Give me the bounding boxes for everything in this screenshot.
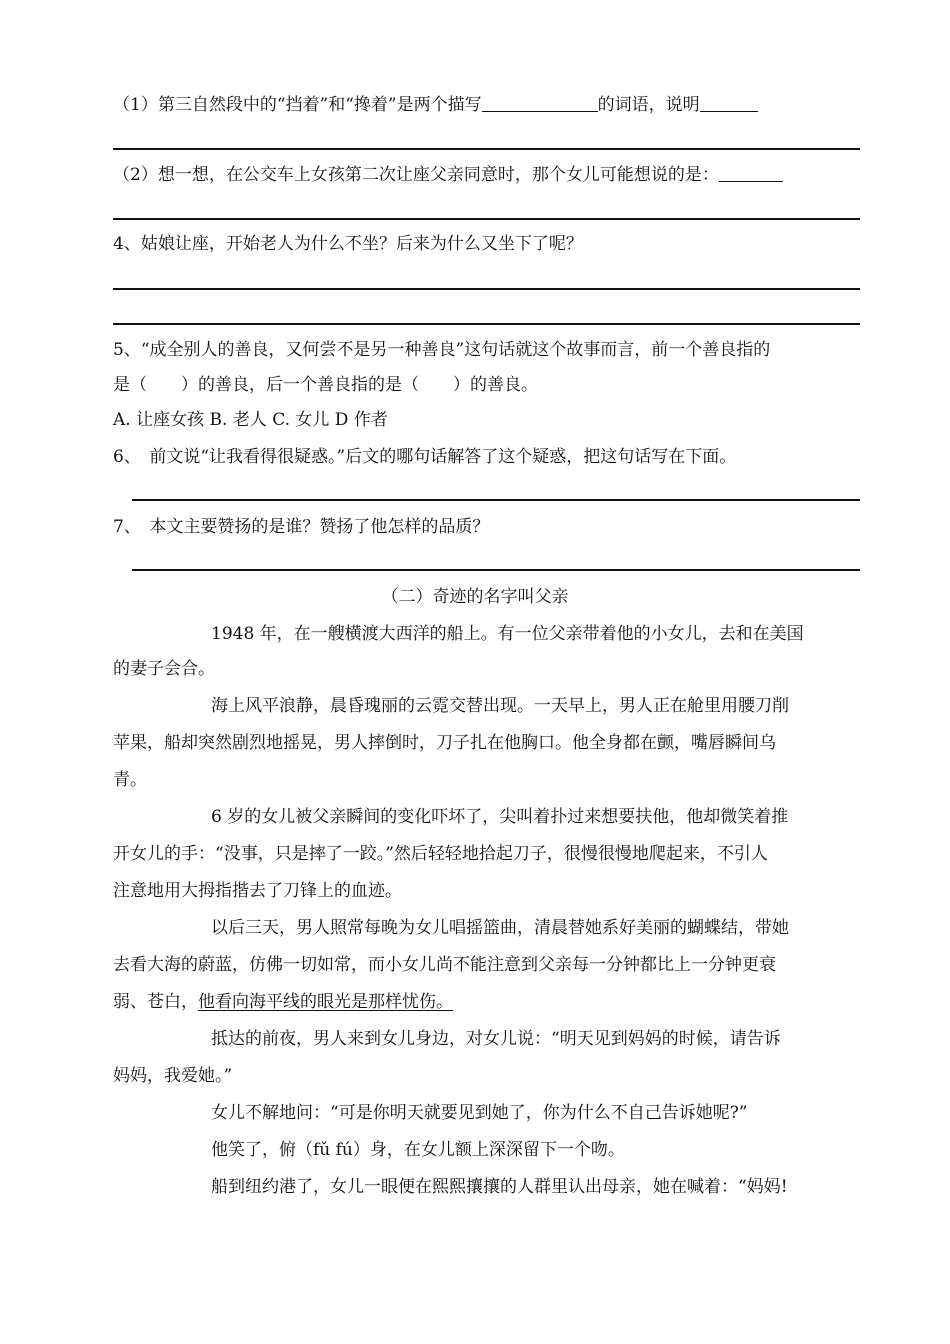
paragraph-line: 以后三天，男人照常每晚为女儿唱摇篮曲，清晨替她系好美丽的蝴蝶结，带她 xyxy=(211,918,789,938)
paragraph-line: 注意地用大拇指揩去了刀锋上的血迹。 xyxy=(113,881,402,901)
question-1-1 xyxy=(113,93,758,116)
paragraph-line: 船到纽约港了，女儿一眼便在熙熙攘攘的人群里认出母亲，她在喊着：“妈妈! xyxy=(211,1177,788,1197)
paragraph-text: 弱、苍白， xyxy=(113,992,198,1012)
answer-blank[interactable] xyxy=(700,93,758,112)
question-5-line-2: 是（ ）的善良，后一个善良指的是（ ）的善良。 xyxy=(113,375,538,395)
paragraph-line: 苹果，船却突然剧烈地摇晃，男人摔倒时，刀子扎在他胸口。他全身都在颤，嘴唇瞬间乌 xyxy=(113,733,776,753)
answer-line[interactable] xyxy=(113,218,860,220)
paragraph-line: 女儿不解地问：“可是你明天就要见到她了，你为什么不自己告诉她呢?” xyxy=(211,1103,748,1123)
question-text: （2）想一想，在公交车上女孩第二次让座父亲同意时，那个女儿可能想说的是： xyxy=(113,165,719,185)
question-text: 的词语，说明 xyxy=(597,95,700,115)
paragraph-line: 去看大海的蔚蓝，仿佛一切如常，而小女儿尚不能注意到父亲每一分钟都比上一分钟更衰 xyxy=(113,955,776,975)
answer-blank[interactable] xyxy=(482,93,598,112)
paragraph-line: 海上风平浪静，晨昏瑰丽的云霓交替出现。一天早上，男人正在舱里用腰刀削 xyxy=(211,696,789,716)
paragraph-line xyxy=(113,991,453,1013)
question-text: （1）第三自然段中的“挡着”和“搀着”是两个描写 xyxy=(113,95,482,115)
question-5-line-1: 5、“成全别人的善良，又何尝不是另一种善良”这句话就这个故事而言，前一个善良指的 xyxy=(113,340,771,360)
paragraph-line: 6 岁的女儿被父亲瞬间的变化吓坏了，尖叫着扑过来想要扶他，他却微笑着推 xyxy=(211,807,789,827)
question-4: 4、姑娘让座，开始老人为什么不坐？后来为什么又坐下了呢？ xyxy=(113,234,583,254)
underlined-sentence: 他看向海平线的眼光是那样忧伤。 xyxy=(198,992,453,1012)
paragraph-line: 妈妈，我爱她。” xyxy=(113,1066,233,1086)
answer-line[interactable] xyxy=(113,148,860,150)
paragraph-line: 的妻子会合。 xyxy=(113,659,215,679)
paragraph-line: 他笑了，俯（fǔ fú）身，在女儿额上深深留下一个吻。 xyxy=(211,1140,625,1160)
answer-blank[interactable] xyxy=(719,163,783,182)
answer-line[interactable] xyxy=(132,499,860,501)
paragraph-line: 1948 年，在一艘横渡大西洋的船上。有一位父亲带着他的小女儿，去和在美国 xyxy=(211,624,804,644)
paragraph-line: 抵达的前夜，男人来到女儿身边，对女儿说：“明天见到妈妈的时候，请告诉 xyxy=(211,1029,781,1049)
question-1-2 xyxy=(113,163,783,186)
answer-line[interactable] xyxy=(113,323,860,325)
question-7: 7、 本文主要赞扬的是谁？赞扬了他怎样的品质？ xyxy=(113,517,490,537)
story-title: （二）奇迹的名字叫父亲 xyxy=(381,587,569,607)
paragraph-line: 青。 xyxy=(113,770,147,790)
answer-line[interactable] xyxy=(132,569,860,571)
question-5-options: A. 让座女孩 B. 老人 C. 女儿 D 作者 xyxy=(113,410,388,430)
paragraph-line: 开女儿的手：“没事，只是摔了一跤。”然后轻轻地拾起刀子，很慢很慢地爬起来，不引人 xyxy=(113,844,768,864)
question-6: 6、 前文说“让我看得很疑惑。”后文的哪句话解答了这个疑惑，把这句话写在下面。 xyxy=(113,447,737,467)
answer-line[interactable] xyxy=(113,288,860,290)
